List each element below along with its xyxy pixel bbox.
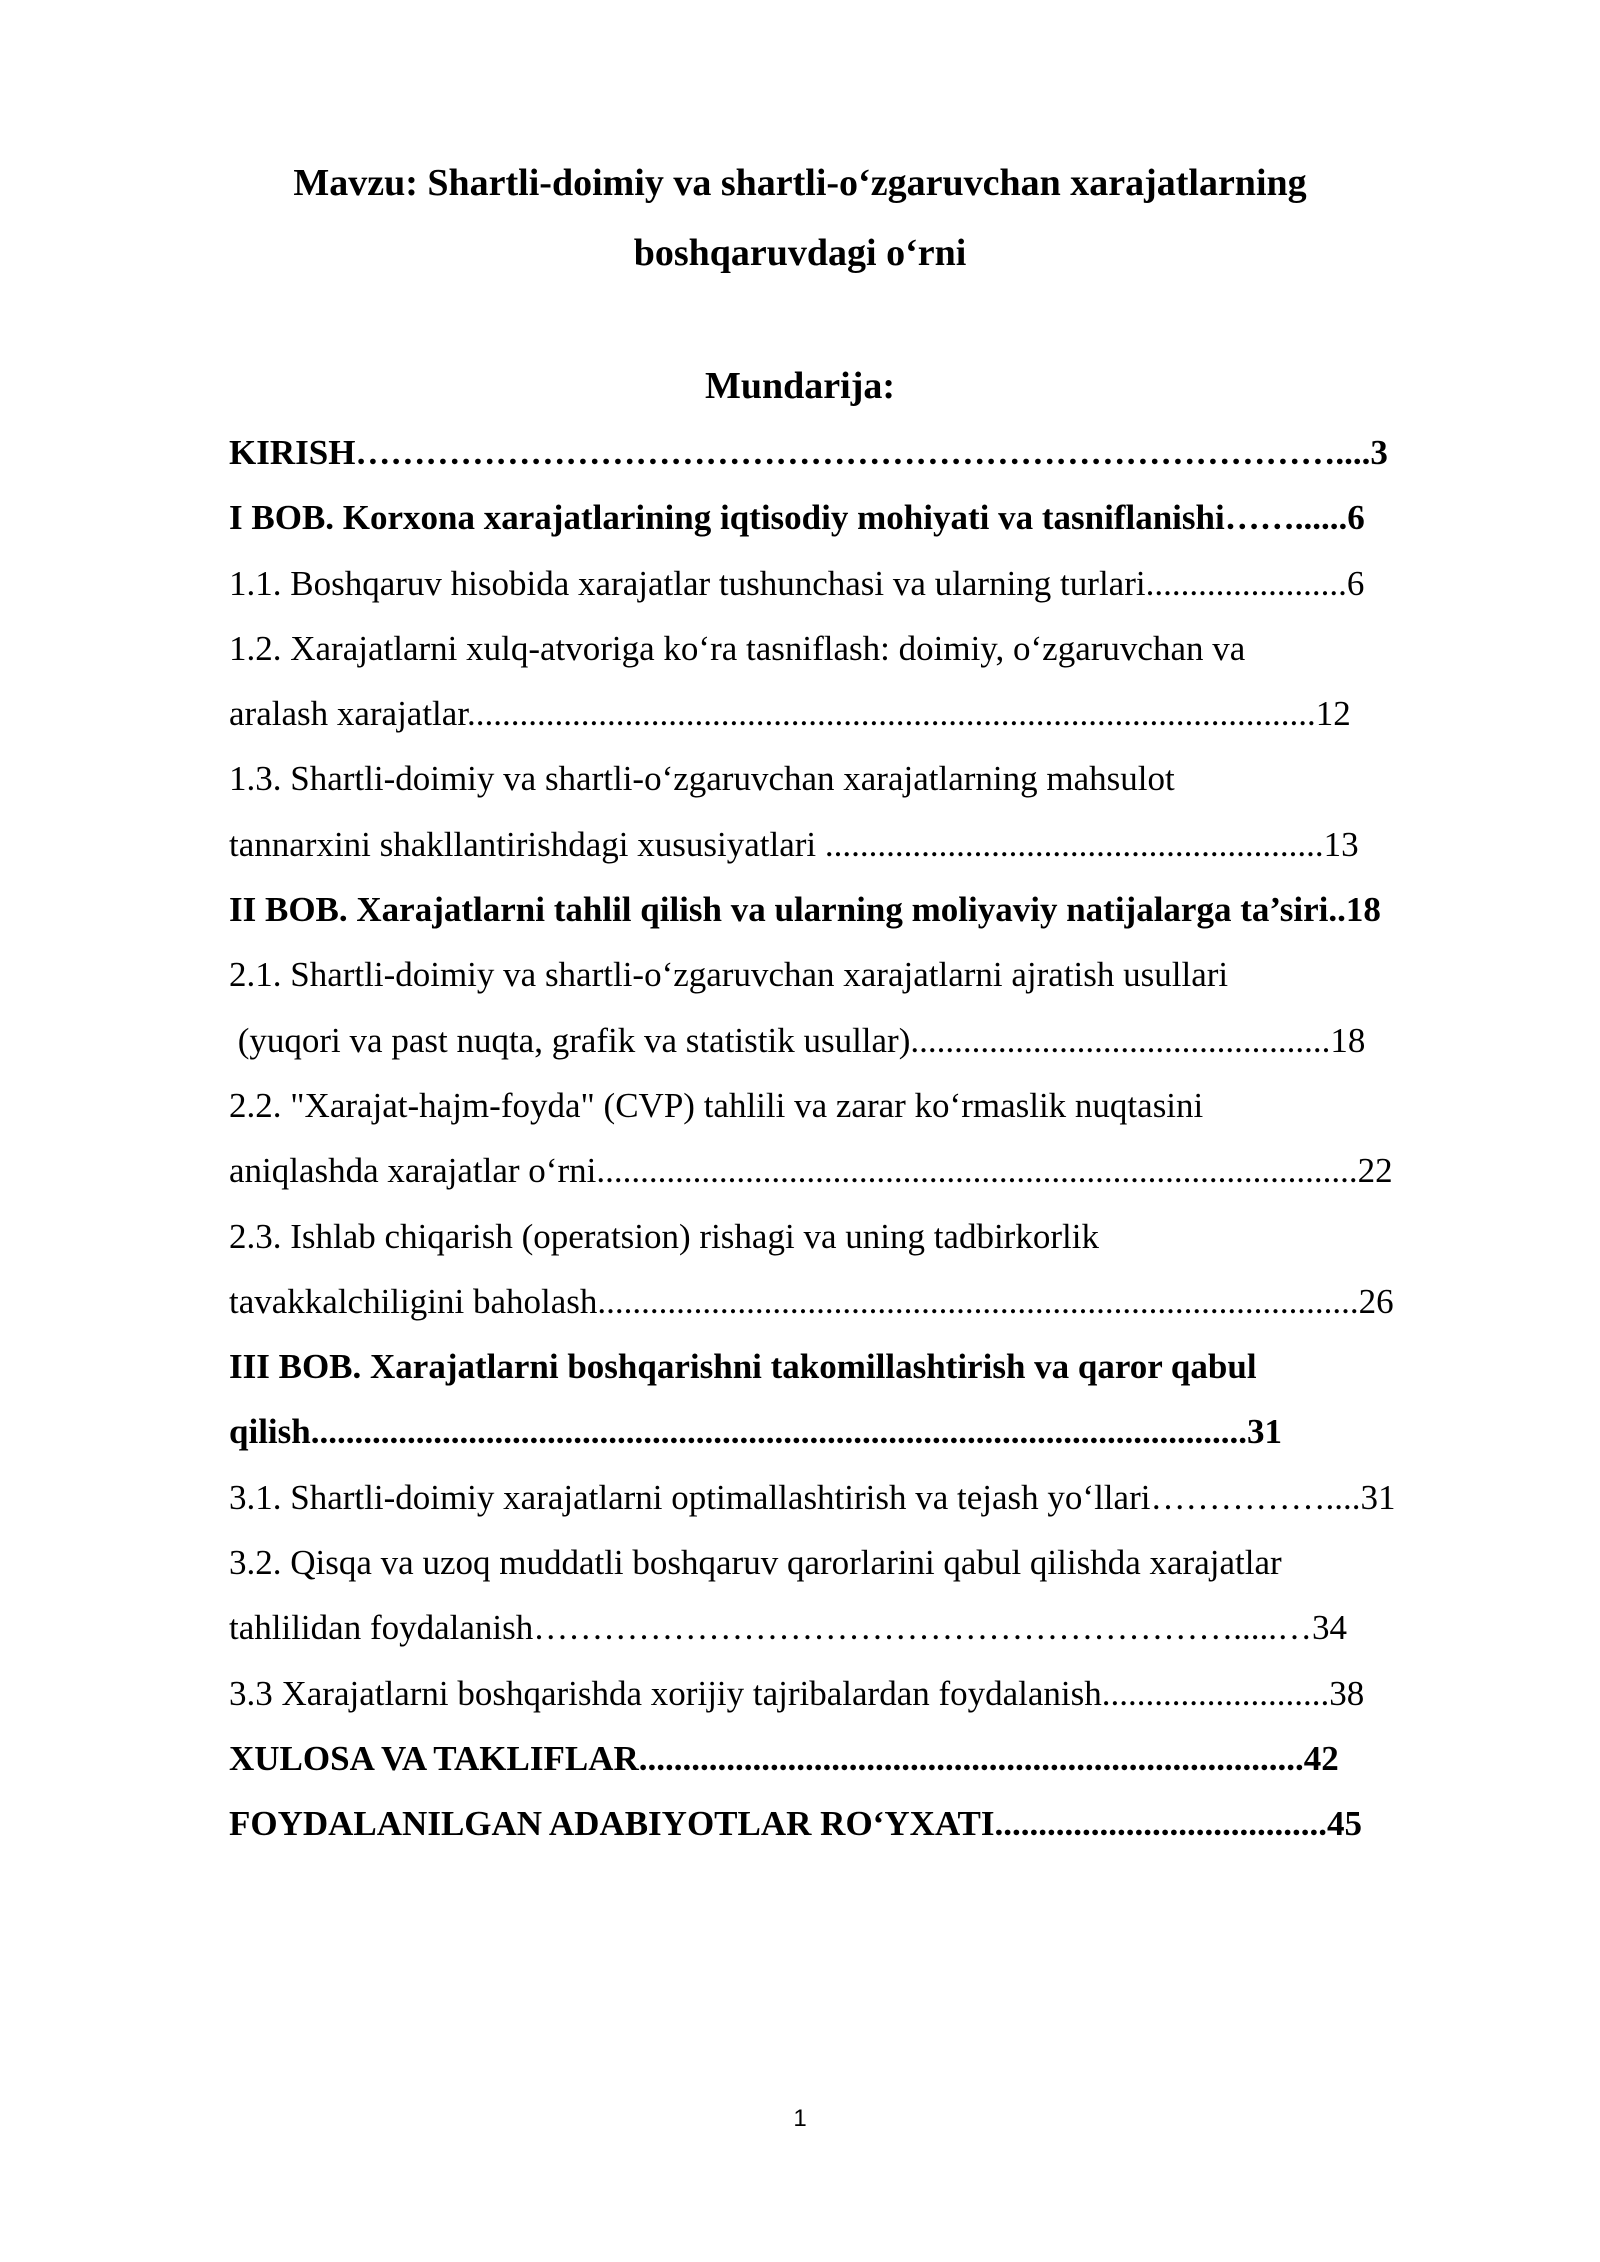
toc-entry-2-1-cont: (yuqori va past nuqta, grafik va statistik usullar)................................................18 [229,1020,1366,1060]
toc-entry-kirish: KIRISH…………………………………………………………………………....3 [229,433,1388,472]
toc-entry-references: FOYDALANILGAN ADABIYOTLAR RO‘YXATI......................................45 [229,1804,1363,1844]
toc-entry-1-3: 1.3. Shartli-doimiy va shartli-o‘zgaruvchan xarajatlarning mahsulot [229,759,1175,799]
title-line-1: Mavzu: Shartli-doimiy va shartli-o‘zgaruvchan xarajatlarning [293,162,1307,204]
page-number: 1 [793,2105,807,2132]
toc-entry-chapter-3-cont: qilish...........................................................................................................31 [229,1412,1282,1452]
toc-entry-chapter-1: I BOB. Korxona xarajatlarining iqtisodiy mohiyati va tasniflanishi……......6 [229,498,1365,538]
title-line-2: boshqaruvdagi o‘rni [633,232,967,274]
toc-entry-chapter-3: III BOB. Xarajatlarni boshqarishni takomillashtirish va qaror qabul [229,1347,1257,1387]
toc-entry-2-3-cont: tavakkalchiligini baholash.......................................................................................26 [229,1281,1394,1321]
toc-entry-2-2: 2.2. "Xarajat-hajm-foyda" (CVP) tahlili va zarar ko‘rmaslik nuqtasini [229,1085,1204,1125]
toc-entry-2-3: 2.3. Ishlab chiqarish (operatsion) rishagi va uning tadbirkorlik [229,1216,1099,1256]
table-of-contents [229,420,1499,1857]
toc-entry-chapter-2: II BOB. Xarajatlarni tahlil qilish va ularning moliyaviy natijalarga ta’siri..18 [229,890,1381,930]
toc-heading: Mundarija: [705,365,895,407]
toc-entry-3-2: 3.2. Qisqa va uzoq muddatli boshqaruv qarorlarini qabul qilishda xarajatlar [229,1543,1282,1583]
toc-entry-3-2-cont: tahlilidan foydalanish…………………………………………………….....…34 [229,1608,1347,1648]
toc-entry-2-1: 2.1. Shartli-doimiy va shartli-o‘zgaruvchan xarajatlarni ajratish usullari [229,955,1229,995]
document-title [0,148,1600,288]
toc-entry-2-2-cont: aniqlashda xarajatlar o‘rni.......................................................................................22 [229,1151,1393,1191]
toc-entry-1-2: 1.2. Xarajatlarni xulq-atvoriga ko‘ra tasniflash: doimiy, o‘zgaruvchan va [229,628,1246,668]
toc-entry-conclusion: XULOSA VA TAKLIFLAR............................................................................42 [229,1738,1339,1778]
toc-entry-1-1: 1.1. Boshqaruv hisobida xarajatlar tushunchasi va ularning turlari.......................6 [229,563,1365,603]
toc-entry-1-2-cont: aralash xarajatlar.................................................................................................12 [229,694,1351,734]
toc-entry-1-3-cont: tannarxini shakllantirishdagi xususiyatlari .........................................................13 [229,824,1359,864]
toc-entry-3-3: 3.3 Xarajatlarni boshqarishda xorijiy tajribalardan foydalanish..........................38 [229,1673,1365,1713]
toc-entry-3-1: 3.1. Shartli-doimiy xarajatlarni optimallashtirish va tejash yo‘llari……………....31 [229,1477,1396,1517]
